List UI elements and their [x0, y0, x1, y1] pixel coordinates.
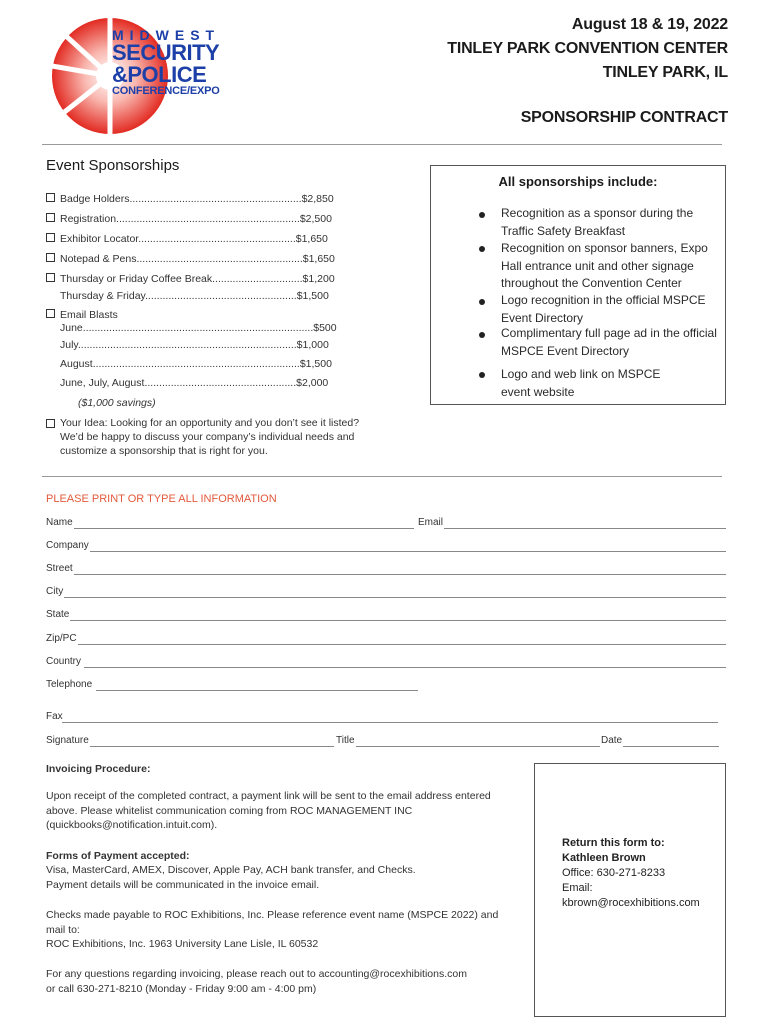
includes-box [430, 165, 726, 405]
payment-forms-line-1: Visa, MasterCard, AMEX, Discover, Apple Pay, ACH bank transfer, and Checks. [46, 864, 416, 876]
email-blast-june: June...............................................................................$500 [60, 322, 337, 334]
state-field[interactable] [70, 620, 726, 621]
payment-forms-heading: Forms of Payment accepted: [46, 850, 190, 862]
bullet-dot [479, 246, 485, 252]
sponsorship-option-notepad-pens[interactable] [46, 253, 335, 265]
event-venue: TINLEY PARK CONVENTION CENTER [447, 40, 728, 57]
checks-line-3: ROC Exhibitions, Inc. 1963 University Lane Lisle, IL 60532 [46, 938, 319, 950]
bullet-dot [479, 299, 485, 305]
checkbox[interactable] [46, 253, 55, 262]
checkbox[interactable] [46, 273, 55, 282]
sponsorship-option-exhibitor-locator[interactable] [46, 233, 328, 245]
option-label: Exhibitor Locator......................................................$1,650 [60, 233, 328, 245]
sponsorship-option-your-idea[interactable] [46, 416, 366, 458]
city-label: City [46, 586, 64, 597]
email-blast-savings: ($1,000 savings) [78, 397, 156, 409]
checkbox[interactable] [46, 309, 55, 318]
city-field[interactable] [64, 597, 726, 598]
questions-line-2: or call 630-271-8210 (Monday - Friday 9:00 am - 4:00 pm) [46, 983, 317, 995]
signature-field[interactable] [90, 746, 334, 747]
option-label: Notepad & Pens.........................................................$1,650 [60, 253, 335, 265]
name-label: Name [46, 517, 73, 528]
logo-wordmark [112, 28, 220, 97]
include-item: Logo recognition in the official MSPCE Event Directory [501, 293, 706, 325]
header-divider [42, 144, 722, 145]
option-label: Badge Holders...........................................................$2,850 [60, 193, 334, 205]
email-blast-august: August.......................................................................$1,500 [60, 358, 332, 370]
country-label: Country [46, 656, 82, 667]
checkbox[interactable] [46, 419, 55, 428]
include-item: Complimentary full page ad in the official MSPCE Event Directory [501, 326, 717, 358]
contract-title: SPONSORSHIP CONTRACT [520, 109, 728, 126]
date-label: Date [601, 735, 623, 746]
country-field[interactable] [84, 667, 726, 668]
zip-label: Zip/PC [46, 633, 77, 644]
event-city: TINLEY PARK, IL [602, 64, 728, 81]
section-title-event-sponsorships: Event Sponsorships [46, 157, 180, 174]
checks-line-2: mail to: [46, 924, 80, 936]
your-idea-text: Your Idea: Looking for an opportunity and you don’t see it listed? We’d be happy to discuss your company’s individual needs and customize a sponsorship that is right for you. [60, 417, 360, 457]
return-contact-name: Kathleen Brown [562, 852, 646, 864]
bullet-dot [479, 212, 485, 218]
bullet-dot [479, 332, 485, 338]
checkbox[interactable] [46, 233, 55, 242]
checks-line-1: Checks made payable to ROC Exhibitions, Inc. Please reference event name (MSPCE 2022) and [46, 909, 499, 921]
option-label: Registration...............................................................$2,500 [60, 213, 332, 225]
state-label: State [46, 609, 70, 620]
option-label: Email Blasts [60, 309, 118, 321]
checkbox[interactable] [46, 213, 55, 222]
sponsorship-option-email-blasts[interactable] [46, 309, 118, 321]
mspce-logo [48, 14, 238, 136]
invoicing-heading: Invoicing Procedure: [46, 763, 151, 775]
logo-line-conference: CONFERENCE/EXPO [112, 85, 220, 97]
email-blast-july: July...........................................................................$1,000 [60, 339, 329, 351]
return-heading: Return this form to: [562, 837, 665, 849]
email-label: Email [418, 517, 444, 528]
sponsorship-option-coffee-break[interactable] [46, 273, 335, 285]
payment-forms-line-2: Payment details will be communicated in the invoice email. [46, 879, 320, 891]
fax-label: Fax [46, 711, 63, 722]
sponsorship-option-badge-holders[interactable] [46, 193, 334, 205]
includes-title: All sponsorships include: [498, 174, 658, 189]
bullet-dot [479, 372, 485, 378]
title-field[interactable] [356, 746, 600, 747]
date-field[interactable] [623, 746, 719, 747]
checkbox[interactable] [46, 193, 55, 202]
fax-field[interactable] [62, 722, 718, 723]
signature-label: Signature [46, 735, 89, 746]
return-form-box [534, 763, 726, 1017]
invoicing-paragraph: Upon receipt of the completed contract, a payment link will be sent to the email address entered above. Please whitelist communication coming from ROC MANAGEMENT INC (quickbooks@notification.intuit.com). [46, 790, 491, 831]
section-divider [42, 476, 722, 477]
return-contact-phone: Office: 630-271-8233 [562, 867, 666, 879]
street-field[interactable] [74, 574, 726, 575]
logo-line-police: &POLICE [112, 62, 207, 87]
email-field[interactable] [444, 528, 726, 529]
include-item: Logo and web link on MSPCE event website [501, 367, 661, 399]
telephone-label: Telephone [46, 679, 93, 690]
questions-line-1: For any questions regarding invoicing, please reach out to accounting@rocexhibitions.com [46, 968, 467, 980]
option-label: Thursday or Friday Coffee Break...............................$1,200 [60, 273, 335, 285]
include-item: Recognition as a sponsor during the Traffic Safety Breakfast [501, 206, 694, 238]
telephone-field[interactable] [96, 690, 418, 691]
return-contact-email-label: Email: [562, 882, 593, 894]
return-contact [562, 836, 700, 911]
coffee-break-both-days: Thursday & Friday....................................................$1,500 [60, 290, 329, 302]
sponsorship-option-registration[interactable] [46, 213, 332, 225]
company-field[interactable] [90, 551, 726, 552]
form-heading: PLEASE PRINT OR TYPE ALL INFORMATION [46, 493, 277, 505]
zip-field[interactable] [78, 644, 726, 645]
event-date: August 18 & 19, 2022 [571, 16, 728, 33]
return-contact-email[interactable]: kbrown@rocexhibitions.com [562, 897, 700, 909]
company-label: Company [46, 540, 89, 551]
logo-line-security: SECURITY [112, 40, 220, 65]
title-label: Title [336, 735, 355, 746]
name-field[interactable] [74, 528, 414, 529]
street-label: Street [46, 563, 73, 574]
logo-line-midwest: MIDWEST [112, 27, 221, 43]
include-item: Recognition on sponsor banners, Expo Hall entrance unit and other signage throughout the Convention Center [501, 241, 708, 290]
email-blast-all-three: June, July, August....................................................$2,000 [60, 377, 329, 389]
